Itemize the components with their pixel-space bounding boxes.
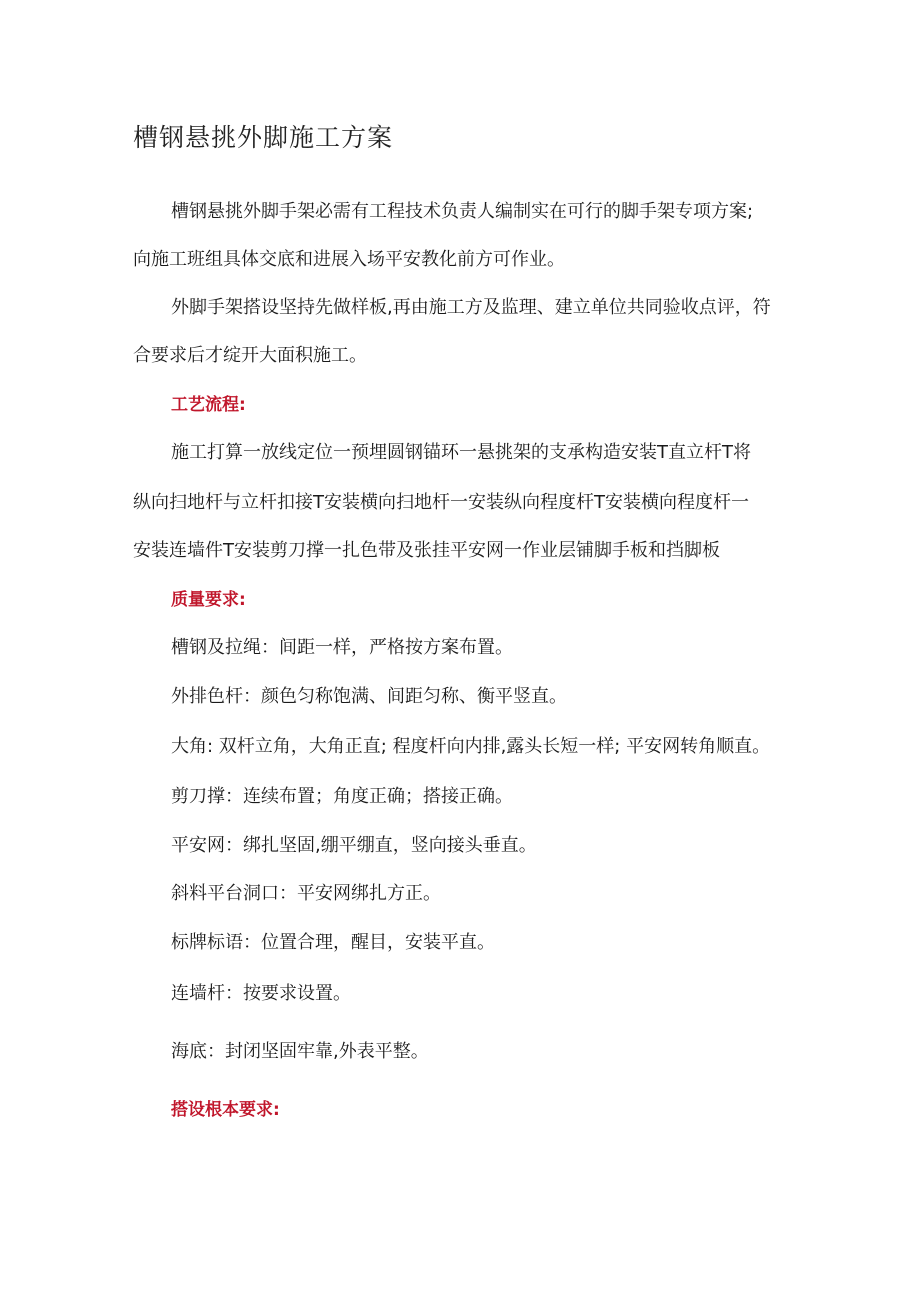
setup-heading: 搭设根本要求: [171, 1100, 280, 1120]
document-title: 槽钢悬挑外脚施工方案 [133, 123, 394, 152]
quality-item: 大角: 双杆立角，大角正直; 程度杆向内排,露头长短一样; 平安网转角顺直。 [171, 736, 771, 757]
intro-paragraph-2-line-2: 合要求后才绽开大面积施工。 [133, 345, 367, 366]
quality-item: 剪刀撑：连续布置；角度正确；搭接正确。 [171, 786, 513, 807]
process-line-3: 安装连墙件T安装剪刀撑一扎色带及张挂平安网一作业层铺脚手板和挡脚板 [133, 540, 720, 561]
quality-item: 标牌标语：位置合理，醒目，安装平直。 [171, 932, 495, 953]
quality-item: 槽钢及拉绳：间距一样，严格按方案布置。 [171, 637, 513, 658]
quality-heading: 质量要求: [171, 590, 246, 610]
process-heading: 工艺流程: [171, 395, 246, 415]
quality-item: 平安网：绑扎坚固,绷平绷直，竖向接头垂直。 [171, 835, 537, 856]
quality-item: 海底：封闭坚固牢靠,外表平整。 [171, 1041, 429, 1062]
process-line-1: 施工打算一放线定位一预埋圆钢锚环一悬挑架的支承构造安装T直立杆T将 [171, 442, 751, 463]
intro-paragraph-2-line-1: 外脚手架搭设坚持先做样板,再由施工方及监理、建立单位共同验收点评，符 [171, 297, 771, 318]
quality-item: 斜料平台洞口：平安网绑扎方正。 [171, 883, 441, 904]
process-line-2: 纵向扫地杆与立杆扣接T安装横向扫地杆一安装纵向程度杆T安装横向程度杆一 [133, 492, 749, 513]
quality-item: 外排色杆：颜色匀称饱满、间距匀称、衡平竖直。 [171, 686, 567, 707]
quality-item: 连墙杆：按要求设置。 [171, 983, 351, 1004]
intro-paragraph-1-line-1: 槽钢悬挑外脚手架必需有工程技术负责人编制实在可行的脚手架专项方案; [171, 201, 754, 222]
intro-paragraph-1-line-2: 向施工班组具体交底和进展入场平安教化前方可作业。 [133, 249, 565, 270]
